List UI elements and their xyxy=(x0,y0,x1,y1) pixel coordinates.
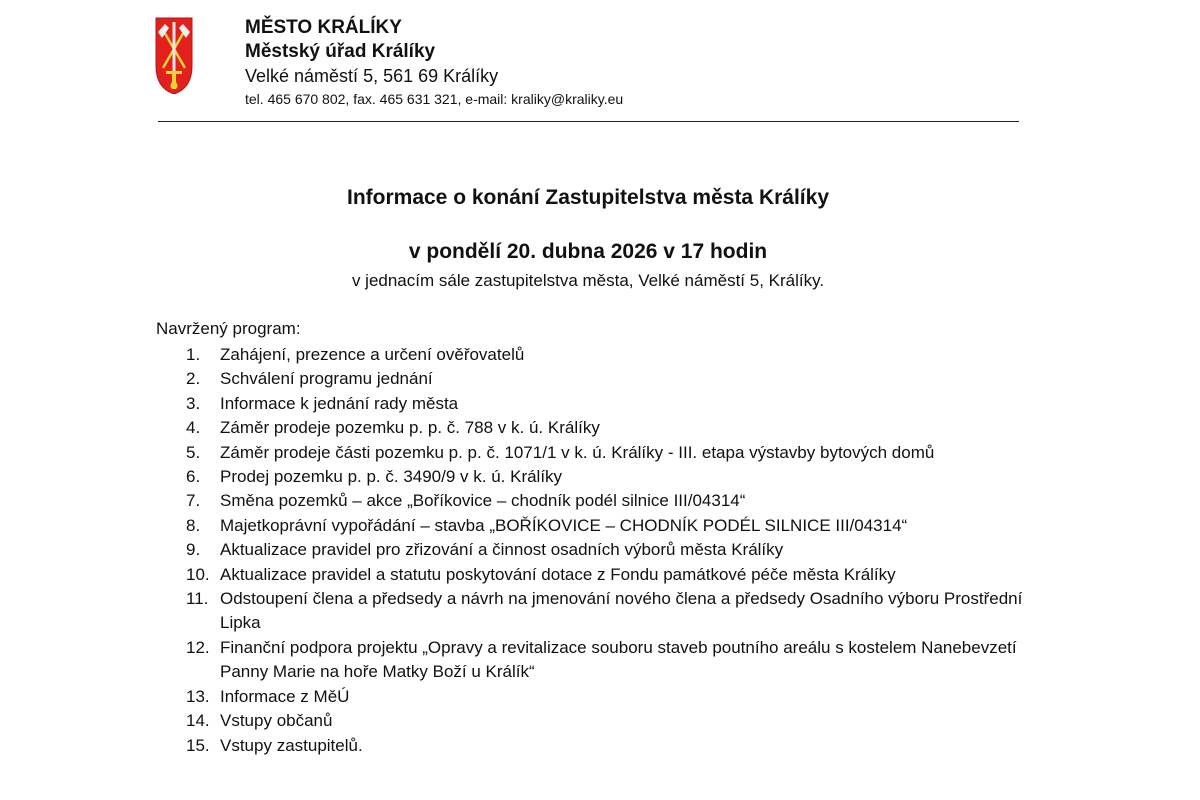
program-item: 12. Finanční podpora projektu „Opravy a revitalizace souboru staveb poutního areálu s kostelem Nanebevzetí Panny Marie na hoře Matky Boží u Králík“ xyxy=(186,637,1017,682)
coat-of-arms-icon xyxy=(155,16,193,94)
program-item: 15. Vstupy zastupitelů. xyxy=(186,735,363,755)
notice-title: Informace o konání Zastupitelstva města Králíky xyxy=(347,186,829,209)
letterhead xyxy=(245,16,623,110)
program-item: 5. Záměr prodeje části pozemku p. p. č. 1071/1 v k. ú. Králíky - III. etapa výstavby bytových domů xyxy=(186,442,935,462)
program-item: 2. Schválení programu jednání xyxy=(186,369,433,389)
program-item: 1. Zahájení, prezence a určení ověřovatelů xyxy=(186,345,525,364)
meeting-place: v jednacím sále zastupitelstva města, Velké náměstí 5, Králíky. xyxy=(351,271,825,290)
office-name: Městský úřad Králíky xyxy=(245,41,436,62)
address: Velké náměstí 5, 561 69 Králíky xyxy=(245,66,499,86)
program-item: 4. Záměr prodeje pozemku p. p. č. 788 v k. ú. Králíky xyxy=(186,418,600,438)
program-item: 7. Směna pozemků – akce „Boříkovice – chodník podél silnice III/04314“ xyxy=(186,491,746,511)
program-item: 13. Informace z MěÚ xyxy=(186,686,350,706)
program-item: 14. Vstupy občanů xyxy=(186,711,333,731)
program-item: 9. Aktualizace pravidel pro zřizování a činnost osadních výborů města Králíky xyxy=(186,540,784,560)
program-item: 3. Informace k jednání rady města xyxy=(186,393,459,413)
program-item: 10. Aktualizace pravidel a statutu poskytování dotace z Fondu památkové péče města Králíky xyxy=(186,564,896,584)
program-item: 6. Prodej pozemku p. p. č. 3490/9 v k. ú. Králíky xyxy=(186,467,563,487)
program-item: 11. Odstoupení člena a předsedy a návrh na jmenování nového člena a předsedy Osadního výboru Prostřední Lipka xyxy=(186,589,1023,633)
city-name: MĚSTO KRÁLÍKY xyxy=(245,17,402,38)
contact-info: tel. 465 670 802, fax. 465 631 321, e-mail: kraliky@kraliky.eu xyxy=(245,91,624,107)
header-divider xyxy=(158,121,1019,122)
program-item: 8. Majetkoprávní vypořádání – stavba „BOŘÍKOVICE – CHODNÍK PODÉL SILNICE III/04314“ xyxy=(186,515,908,535)
meeting-date: v pondělí 20. dubna 2026 v 17 hodin xyxy=(408,240,768,263)
program-label: Navržený program: xyxy=(156,319,301,338)
program-list xyxy=(186,343,1046,758)
